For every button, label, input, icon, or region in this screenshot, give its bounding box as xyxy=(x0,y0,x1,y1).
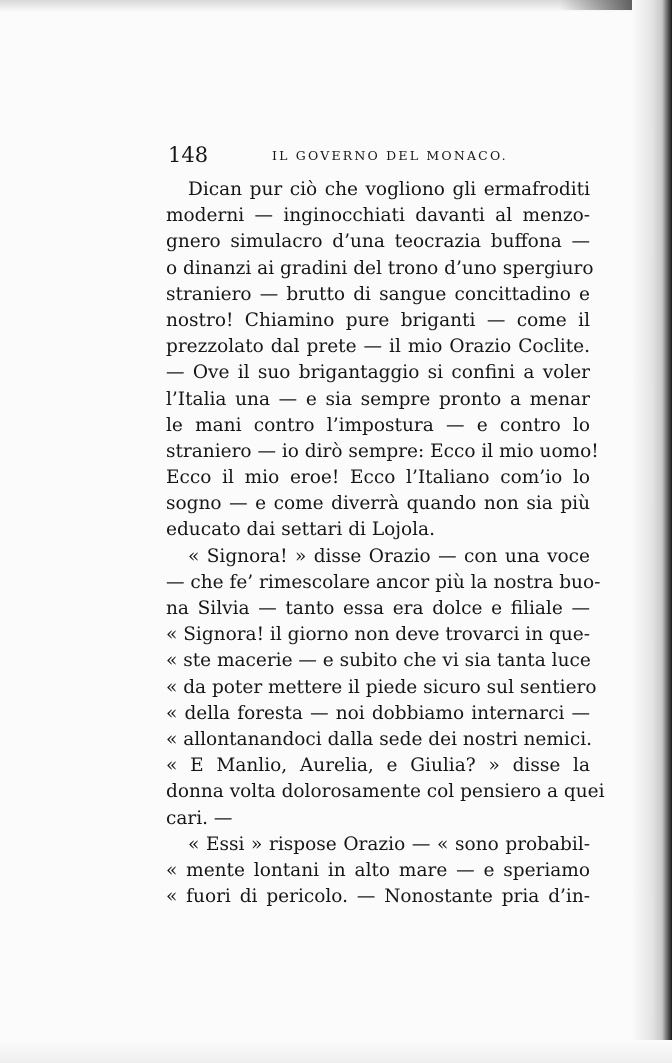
text-line: « Signora! » disse Orazio — con una voce xyxy=(188,545,590,567)
body-text xyxy=(166,177,605,910)
text-line: o dinanzi ai gradini del trono d’uno spergiuro xyxy=(166,257,594,279)
text-line: « mente lontani in alto mare — e speriamo xyxy=(166,859,590,881)
text-line: — che fe’ rimescolare ancor più la nostra buo- xyxy=(166,571,601,593)
text-line: nostro! Chiamino pure briganti — come il xyxy=(166,309,590,331)
text-line: — Ove il suo brigantaggio si confini a voler xyxy=(166,362,590,384)
text-line: « ste macerie — e subito che vi sia tanta luce xyxy=(166,650,591,672)
text-line: le mani contro l’impostura — e contro lo xyxy=(166,414,590,436)
text-line: educato dai settari di Lojola. xyxy=(166,519,435,541)
text-line: « E Manlio, Aurelia, e Giulia? » disse la xyxy=(166,755,590,777)
text-line: na Silvia — tanto essa era dolce e filiale — xyxy=(166,598,590,619)
text-line: « da poter mettere il piede sicuro sul sentiero xyxy=(166,676,597,698)
text-line: straniero — io dirò sempre: Ecco il mio uomo! xyxy=(166,440,599,462)
text-line: Dican pur ciò che vogliono gli ermafroditi xyxy=(188,179,590,200)
text-line: l’Italia una — e sia sempre pronto a menar xyxy=(166,388,590,410)
text-line: « Essi » rispose Orazio — « sono probabil- xyxy=(188,833,590,855)
text-line: « della foresta — noi dobbiamo internarci — xyxy=(166,702,590,724)
running-title: IL GOVERNO DEL MONACO. xyxy=(272,148,508,163)
text-line: Ecco il mio eroe! Ecco l’Italiano com’io lo xyxy=(166,467,590,489)
text-line: moderni — inginocchiati davanti al menzo- xyxy=(166,205,590,227)
text-line: cari. — xyxy=(166,807,233,829)
text-line: « fuori di pericolo. — Nonostante pria d’in- xyxy=(166,886,590,908)
text-line: « allontanandoci dalla sede dei nostri nemici. xyxy=(166,728,592,750)
page-header xyxy=(168,141,588,171)
page-number: 148 xyxy=(168,143,209,167)
text-line: sogno — e come diverrà quando non sia più xyxy=(166,493,590,515)
text-line: donna volta dolorosamente col pensiero a quei xyxy=(166,781,605,803)
text-line: « Signora! il giorno non deve trovarci in que- xyxy=(166,624,590,646)
text-line: straniero — brutto di sangue concittadino e xyxy=(166,283,590,305)
text-line: prezzolato dal prete — il mio Orazio Coclite. xyxy=(166,336,590,358)
text-line: gnero simulacro d’una teocrazia buffona — xyxy=(166,231,590,253)
